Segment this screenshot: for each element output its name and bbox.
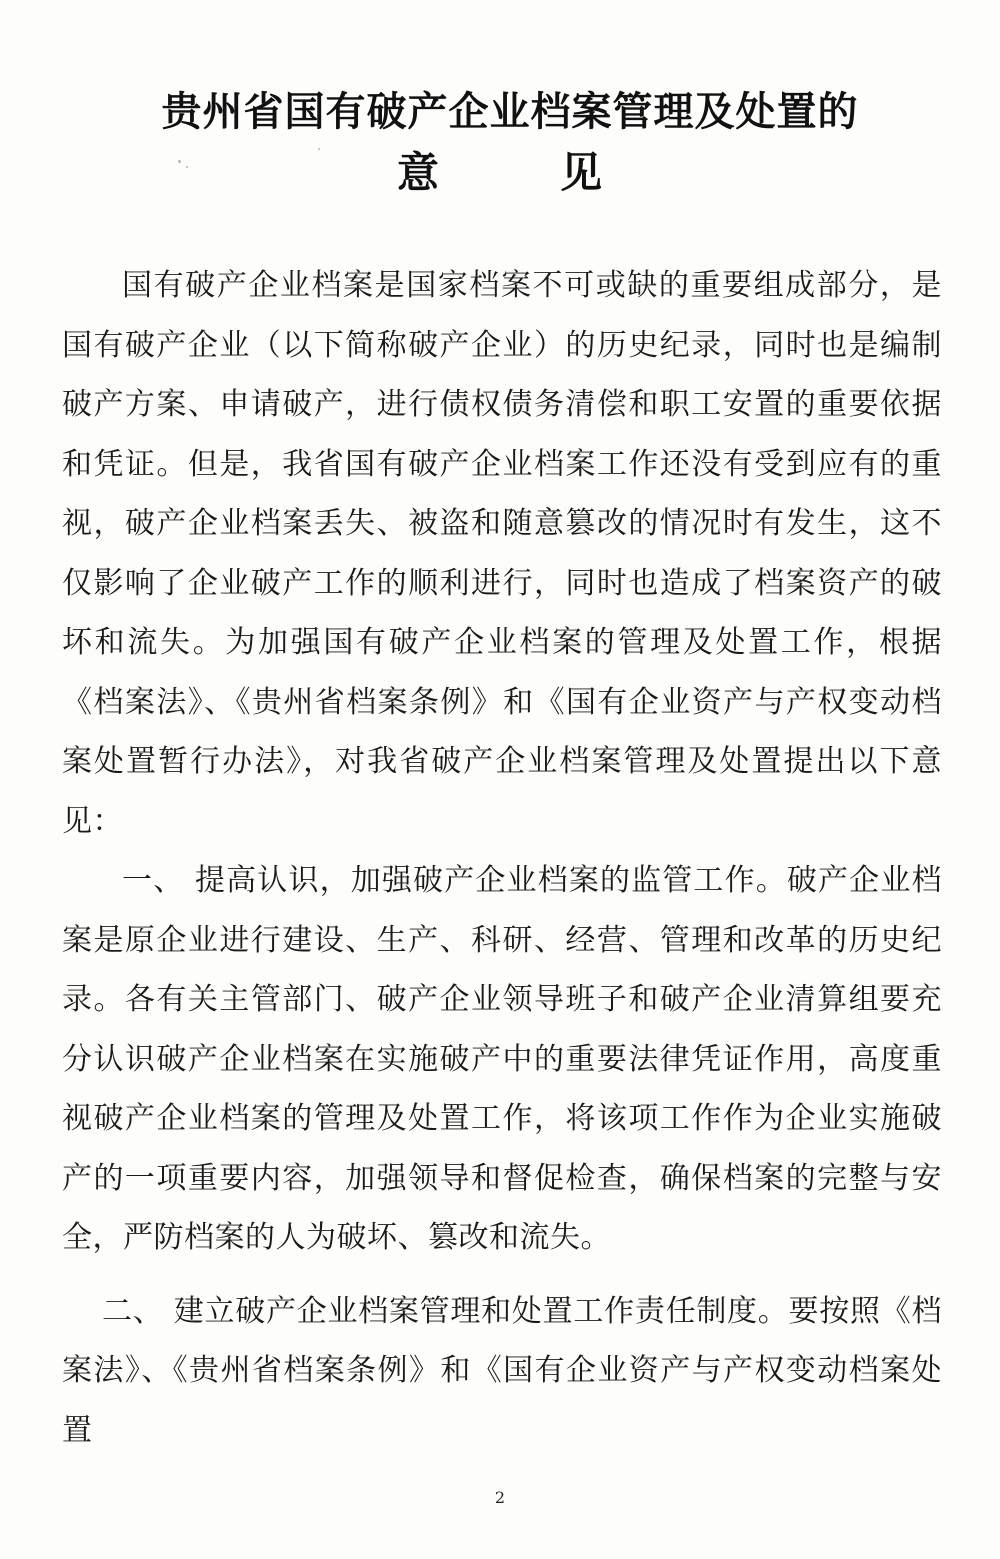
- document-body: [62, 256, 942, 1460]
- paragraph-section-1: 一、 提高认识，加强破产企业档案的监管工作。破产企业档案是原企业进行建设、生产、科研、经营、管理和改革的历史纪录。各有关主管部门、破产企业领导班子和破产企业清算组要充分认识破产企业档案在实施破产中的重要法律凭证作用，高度重视破产企业档案的管理及处置工作，将该项工作作为企业实施破产的一项重要内容，加强领导和督促检查，确保档案的完整与安全，严防档案的人为破坏、篡改和流失。: [62, 863, 942, 1255]
- document-title-line2: [0, 140, 1000, 200]
- paragraph-section-2: 二、 建立破产企业档案管理和处置工作责任制度。要按照《档案法》、《贵州省档案条例》和《国有企业资产与产权变动档案处置: [62, 1293, 942, 1448]
- page-number: 2: [494, 1488, 506, 1507]
- paragraph-intro: 国有破产企业档案是国家档案不可或缺的重要组成部分，是国有破产企业（以下简称破产企业）的历史纪录，同时也是编制破产方案、申请破产，进行债权债务清偿和职工安置的重要依据和凭证。但是，我省国有破产企业档案工作还没有受到应有的重视，破产企业档案丢失、被盗和随意篡改的情况时有发生，这不仅影响了企业破产工作的顺利进行，同时也造成了档案资产的破坏和流失。为加强国有破产企业档案的管理及处置工作，根据《档案法》、《贵州省档案条例》和《国有企业资产与产权变动档案处置暂行办法》，对我省破产企业档案管理及处置提出以下意见：: [62, 268, 942, 839]
- title-char-jian: 见: [560, 148, 604, 197]
- document-title-line1: 贵州省国有破产企业档案管理及处置的: [161, 89, 859, 135]
- title-char-yi: 意: [396, 148, 440, 197]
